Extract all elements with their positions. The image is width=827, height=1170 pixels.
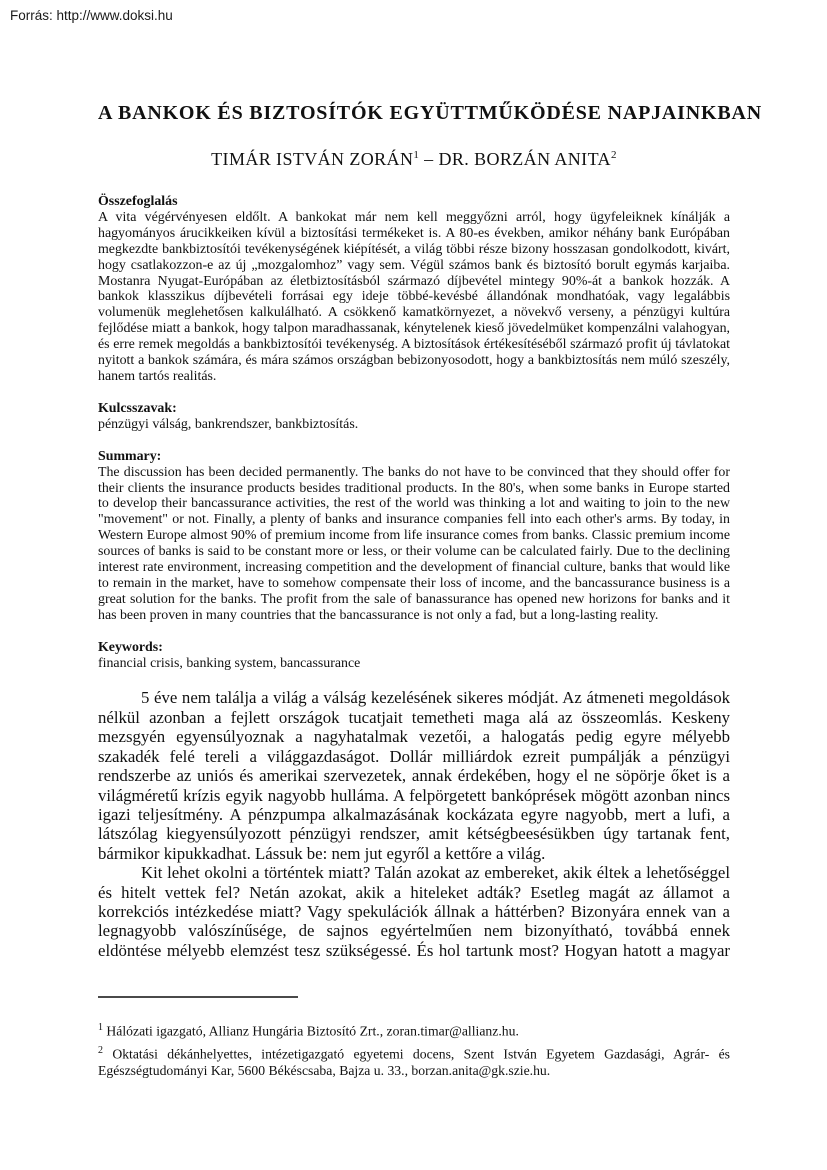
- footnote-separator-rule: [98, 996, 298, 998]
- page-title: A BANKOK ÉS BIZTOSÍTÓK EGYÜTTMŰKÖDÉSE NAPJAINKBAN: [98, 102, 762, 124]
- footnote-1-text: Hálózati igazgató, Allianz Hungária Biztosító Zrt., zoran.timar@allianz.hu.: [106, 1023, 519, 1039]
- summary-en-heading: Summary:: [98, 448, 162, 464]
- authors-line: [98, 149, 730, 170]
- abstract-hu-text: A vita végérvényesen eldőlt. A bankokat már nem kell meggyőzni arról, hogy ügyfeleiknek kínálják a hagyományos árucikkeiken kívül a biztosítási termékeket is. A 80-es években, amikor néhány bank Európában megkezdte bankbiztosítói tevékenységének kiépítését, a világ többi része bizony hosszasan gondolkodott, kivárt, hogy csatlakozzon-e az új „mozgalomhoz” vagy sem. Végül számos bank és biztosító borult egymás karjaiba. Mostanra Nyugat-Európában az életbiztosításból származó díjbevétel mintegy 90%-át a bankok hozzák. A bankok klasszikus díjbevételi forrásai egy ideje többé-kevésbé állandónak mondhatóak, vagy legalábbis volumenük meglehetősen kalkulálható. A csökkenő kamatkörnyezet, a növekvő verseny, a pénzügyi kultúra fejlődése miatt a bankok, hogy talpon maradhassanak, kénytelenek kieső jövedelmüket kompenzálni valahogyan, és erre remek megoldás a bankbiztosítói tevékenység. A biztosítások értékesítéséből származó profit új távlatokat nyitott a bankok számára, és mára számos országban bebizonyosodott, hogy a bankbiztosítás nem múló szeszély, hanem tartós realitás.: [98, 209, 730, 384]
- section-summary-en: [98, 449, 730, 624]
- abstract-hu-heading: Összefoglalás: [98, 194, 178, 209]
- authors-separator: –: [419, 149, 439, 169]
- keywords-hu-text: pénzügyi válság, bankrendszer, bankbiztosítás.: [98, 416, 359, 432]
- footnotes-area: [98, 996, 730, 1083]
- summary-en-text: The discussion has been decided permanently. The banks do not have to be convinced that they should offer for their clients the insurance products besides traditional products. In the 80's, when some banks in Europe started to develop their bancassurance activities, the rest of the world was thinking a lot and waiting to join to the new "movement" or not. Finally, a plenty of banks and insurance companies fell into each other's arms. By today, in Western Europe almost 90% of premium income from life insurance comes from banks. Classic premium income sources of banks is said to be constant more or less, or their volume can be calculated fairly. Due to the declining interest rate environment, increasing competition and the development of financial culture, banks that would like to remain in the market, have to somehow compensate their loss of income, and the bancassurance business is a great solution for the banks. The profit from the sale of banassurance has opened new horizons for banks and it has been proven in many countries that the bancassurance is not only a fad, but a long-lasting reality.: [98, 464, 730, 623]
- keywords-en-heading: Keywords:: [98, 639, 163, 655]
- section-abstract-hu: [98, 194, 730, 385]
- author-1: TIMÁR ISTVÁN ZORÁN: [211, 149, 414, 169]
- footnote-2-text: Oktatási dékánhelyettes, intézetigazgató egyetemi docens, Szent István Egyetem Gazdasági, Agrár- és Egészségtudományi Kar, 5600 Békéscsaba, Bajza u. 33., borzan.anita@gk.szie.hu.: [98, 1046, 730, 1079]
- body-paragraph-2: Kit lehet okolni a történtek miatt? Talán azokat az embereket, akik éltek a lehetőséggel és hitelt vettek fel? Netán azokat, akik a hiteleket adták? Esetleg magát az államot a korrekciós intézkedése miatt? Vagy spekulációk állnak a háttérben? Bizonyára ennek van a legnagyobb valószínűsége, de sajnos egyértelműen nem bizonyítható, továbbá ennek eldöntése mélyebb elemzést tesz szükségessé. És hol tartunk most? Hogyan hatott a magyar: [98, 863, 730, 960]
- keywords-hu-heading: Kulcsszavak:: [98, 400, 177, 416]
- footnote-2-ref: 2: [98, 1045, 103, 1057]
- source-url-header: Forrás: http://www.doksi.hu: [10, 8, 173, 23]
- author-2: DR. BORZÁN ANITA: [438, 149, 611, 169]
- author-2-footnote-ref: 2: [610, 149, 617, 161]
- footnote-1-ref: 1: [98, 1022, 103, 1033]
- footnote-2: [98, 1043, 730, 1080]
- body-text: [98, 688, 730, 960]
- footnote-1: [98, 1020, 730, 1040]
- author-1-footnote-ref: 1: [413, 149, 420, 161]
- section-keywords-en: [98, 640, 730, 672]
- section-keywords-hu: [98, 401, 730, 433]
- keywords-en-text: financial crisis, banking system, bancassurance: [98, 655, 361, 671]
- body-paragraph-1: 5 éve nem találja a világ a válság kezelésének sikeres módját. Az átmeneti megoldások nélkül azonban a fejlett országok tucatjait temetheti maga alá az összeomlás. Keskeny mezsgyén egyensúlyoznak a nagyhatalmak vezetői, a halogatás pedig egyre mélyebb szakadék felé tereli a világgazdaságot. Dollár milliárdok ezreit pumpálják a pénzügyi rendszerbe az uniós és amerikai szervezetek, annak érdekében, hogy el ne söpörje őket is a világméretű krízis egyik nagyobb hulláma. A felpörgetett bankóprések mögött azonban nincs igazi teljesítmény. A pénzpumpa alkalmazásának kockázata egyre nagyobb, mert a lufi, a látszólag kiegyensúlyozott pénzügyi rendszer, amit kétségbeesésükben úgy tartanak fent, bármikor kipukkadhat. Lássuk be: nem jut egyről a kettőre a világ.: [98, 688, 730, 863]
- page-content: [98, 95, 762, 960]
